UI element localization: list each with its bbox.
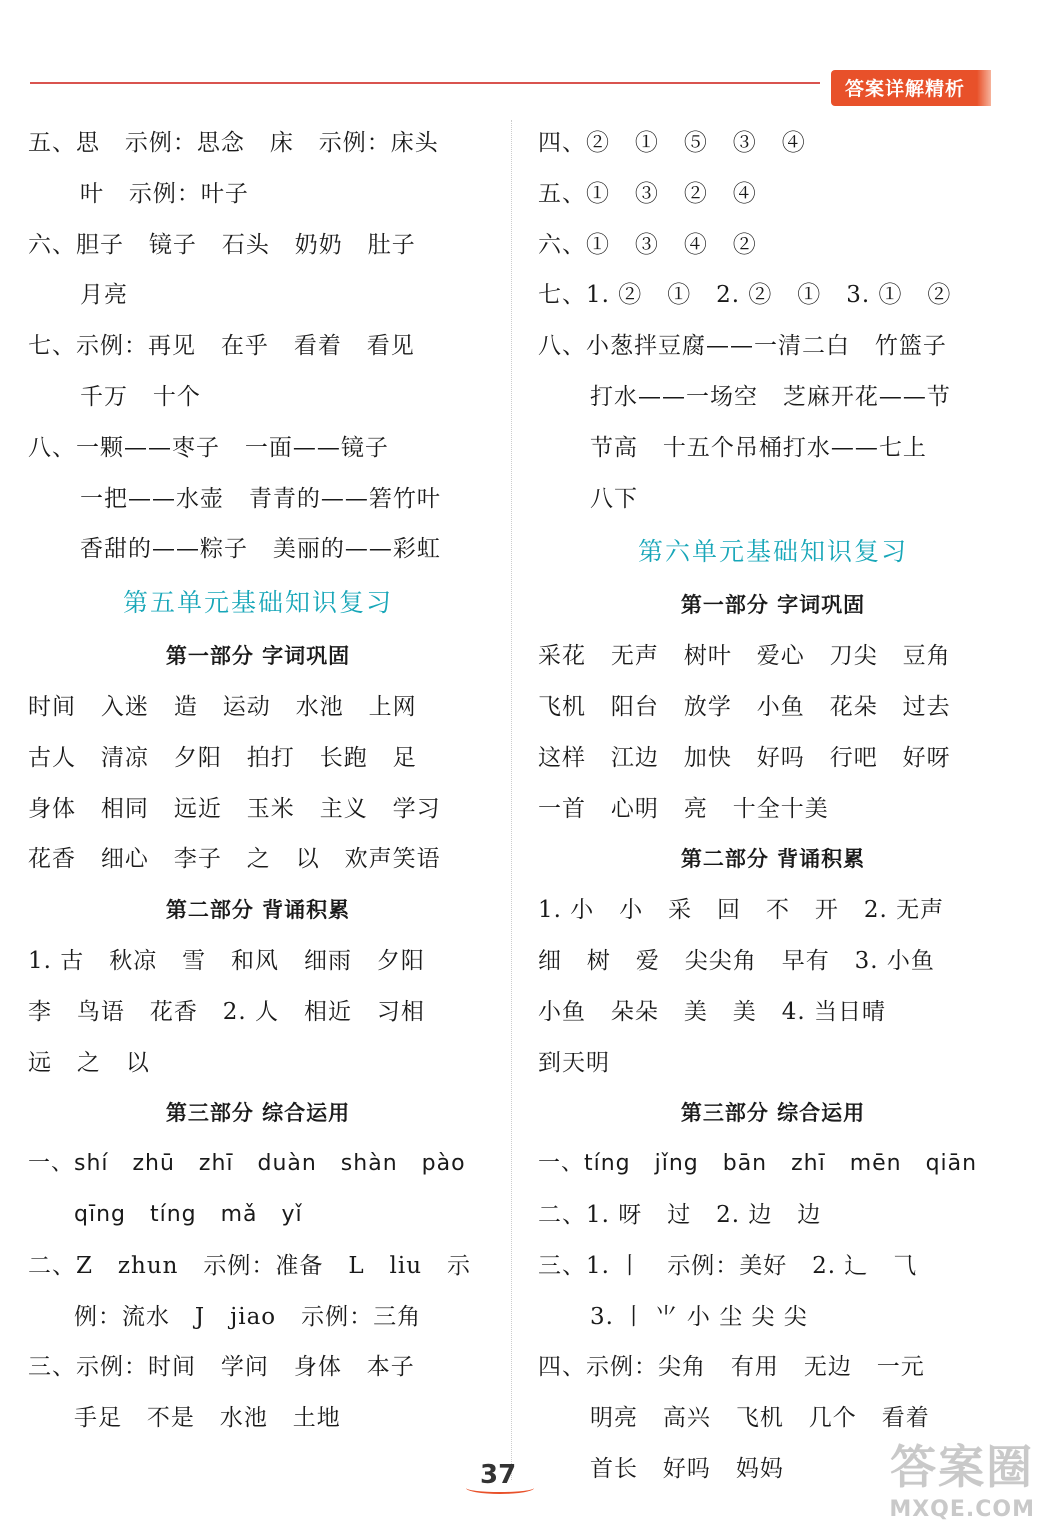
- page-number: 37: [480, 1460, 517, 1490]
- watermark-url: MXQE.COM: [889, 1497, 1035, 1522]
- answer-line: 一、shí zhū zhī duàn shàn pào: [28, 1151, 466, 1177]
- answer-line: 三、1. 丨 示例：美好 2. 辶 ⺄: [538, 1252, 918, 1279]
- part-heading: 第三部分 综合运用: [680, 1101, 866, 1126]
- answer-line: 千万 十个: [80, 383, 201, 410]
- answer-line: 采花 无声 树叶 爱心 刀尖 豆角: [538, 643, 951, 670]
- answer-line: 二、1. 呀 过 2. 边 边: [538, 1201, 822, 1228]
- answer-line: 五、思 示例：思念 床 示例：床头: [28, 130, 439, 156]
- part-heading: 第三部分 综合运用: [165, 1101, 351, 1126]
- answer-line: 二、Z zhun 示例：准备 L liu 示: [28, 1252, 472, 1279]
- answer-line: 六、① ③ ④ ②: [538, 231, 757, 258]
- left-column: [28, 118, 488, 1444]
- part-heading: 第一部分 字词巩固: [680, 593, 866, 618]
- part-heading: 第二部分 背诵积累: [680, 847, 866, 872]
- answer-line: 手足 不是 水池 土地: [74, 1405, 341, 1432]
- answer-line: 李 鸟语 花香 2. 人 相近 习相: [28, 998, 425, 1025]
- answer-line: 3. 丨 ⺌ 小 尘 尖 尖: [590, 1303, 808, 1330]
- answer-line: 远 之 以: [28, 1049, 150, 1076]
- answer-line: 八、小葱拌豆腐——一清二白 竹篮子: [538, 333, 947, 360]
- watermark: [889, 1431, 1035, 1522]
- answer-line: 一、tíng jǐng bān zhī mēn qiān: [538, 1151, 978, 1177]
- answer-line: 七、示例：再见 在乎 看着 看见: [28, 333, 415, 360]
- answer-line: 细 树 爱 尖尖角 早有 3. 小鱼: [538, 947, 935, 974]
- answer-line: 叶 示例：叶子: [80, 180, 249, 207]
- answer-line: 香甜的——粽子 美丽的——彩虹: [80, 536, 441, 563]
- answer-line: 月亮: [80, 282, 128, 309]
- answer-line: qīng tíng mǎ yǐ: [74, 1201, 303, 1227]
- answer-line: 八、一颗——枣子 一面——镜子: [28, 434, 389, 461]
- answer-line: 到天明: [538, 1049, 610, 1076]
- answer-line: 一首 心明 亮 十全十美: [538, 795, 829, 822]
- part-heading: 第一部分 字词巩固: [165, 644, 351, 669]
- right-column: [538, 118, 1008, 1495]
- answer-line: 七、1. ② ① 2. ② ① 3. ① ②: [538, 282, 952, 309]
- answer-line: 时间 入迷 造 运动 水池 上网: [28, 693, 417, 720]
- answer-line: 八下: [590, 485, 638, 512]
- answer-line: 1. 古 秋凉 雪 和风 细雨 夕阳: [28, 947, 425, 974]
- answer-line: 节高 十五个吊桶打水——七上: [590, 434, 927, 461]
- watermark-logo: 答案圈: [890, 1440, 1035, 1494]
- answer-line: 这样 江边 加快 好吗 行吧 好呀: [538, 744, 951, 771]
- section-title: 第五单元基础知识复习: [122, 588, 393, 618]
- answer-key-badge: 答案详解精析: [831, 70, 977, 106]
- part-heading: 第二部分 背诵积累: [165, 898, 351, 923]
- answer-line: 五、① ③ ② ④: [538, 180, 757, 207]
- answer-line: 首长 好吗 妈妈: [590, 1455, 784, 1482]
- answer-line: 1. 小 小 采 回 不 开 2. 无声: [538, 897, 945, 924]
- answer-line: 小鱼 朵朵 美 美 4. 当日晴: [538, 998, 886, 1025]
- answer-line: 明亮 高兴 飞机 几个 看着: [590, 1405, 930, 1432]
- section-title: 第六单元基础知识复习: [637, 537, 908, 567]
- answer-line: 一把——水壶 青青的——箬竹叶: [80, 485, 441, 512]
- answer-line: 四、示例：尖角 有用 无边 一元: [538, 1354, 925, 1381]
- answer-line: 身体 相同 远近 玉米 主义 学习: [28, 795, 441, 822]
- answer-line: 例：流水 J jiao 示例：三角: [74, 1303, 422, 1330]
- answer-line: 打水——一场空 芝麻开花——节: [590, 383, 951, 410]
- answer-line: 花香 细心 李子 之 以 欢声笑语: [28, 846, 441, 873]
- answer-line: 三、示例：时间 学问 身体 本子: [28, 1354, 415, 1381]
- header-rule: [30, 82, 820, 84]
- answer-line: 六、胆子 镜子 石头 奶奶 肚子: [28, 231, 416, 258]
- answer-line: 飞机 阳台 放学 小鱼 花朵 过去: [538, 693, 951, 720]
- column-divider: [511, 120, 512, 1480]
- answer-line: 古人 清凉 夕阳 拍打 长跑 足: [28, 744, 417, 771]
- answer-line: 四、② ① ⑤ ③ ④: [538, 130, 806, 156]
